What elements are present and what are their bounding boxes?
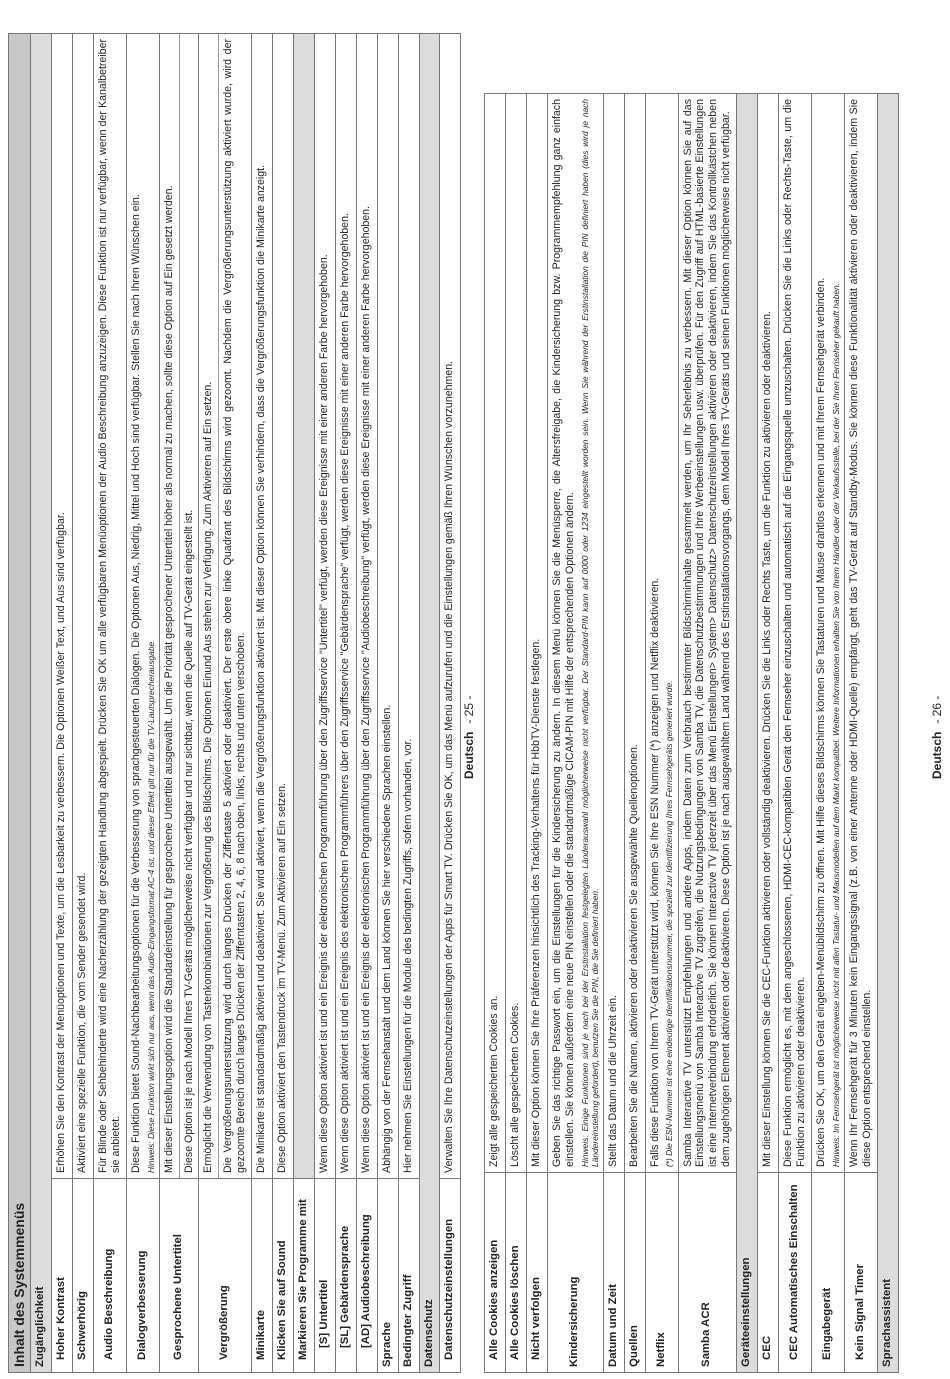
table-row — [485, 94, 506, 1373]
row-label: Vergrößerung — [199, 1179, 252, 1373]
row-text: Erhöhen Sie den Kontrast der Menüoptionen und Texte, um die Lesbarkeit zu verbessern. Die Optionen Weißer Text, und Aus sind verfügbar. — [51, 34, 72, 1179]
table-row — [377, 34, 398, 1373]
table-row — [624, 94, 645, 1373]
row-text: Für Blinde oder Sehbehinderte wird eine Nacherzählung der gezeigten Handlung abgespielt. Drücken Sie OK um alle verfügbaren Menüoptionen der Audio Beschreibung anzuzeigen. Diese Funktion ist nur verfügbar, wenn der Kanalbetreiber sie anbietet. — [93, 34, 126, 1179]
row-text: Diese Funktion bietet Sound-Nachbearbeitungsoptionen für die Verbesserung von sprachgesteuerten Dialogen. Die Optionen Aus, Niedrig, Mittel und Hoch sind verfügbar. Stellen Sie nach Ihren Wünschen ein. — [129, 194, 142, 1173]
row-label: Audio Beschreibung — [93, 1179, 126, 1373]
row-hint: (*) Die ESN-Nummer ist eine eindeutige Identifikationsnummer, die speziell zur Identifizierung Ihres Fernsehgeräts generiert wurde. — [664, 680, 675, 1167]
row-text-2: Die Vergrößerungsunterstützung wird durch langes Drücken der Ziffertaste 5 aktiviert oder deaktiviert. Der erste obere linke Quadrant des Bildschirms wird gezoomt. Nachdem die Vergrößerungsunterstützung aktiviert wurde, wird der gezoomte Bereich durch langes Drücken der Zifferntasten 2, 4, 6, 8 nach oben, links, rechts und unten verschoben. — [218, 34, 248, 1178]
row-text: Wenn Ihr Fernsehgerät für 3 Minuten kein Eingangssignal (z.B. von einer Antenne oder HDMI-Quelle) empfängt, geht das TV-Gerät auf Standby-Modus. Sie können diese Funktionalität aktivieren oder deaktivieren, indem Sie diese Option entsprechend einstellen. — [844, 94, 877, 1173]
page-number: - 26 - — [930, 695, 944, 724]
row-text: Bearbeiten Sie die Namen, aktivieren oder deaktivieren Sie ausgewählte Quellenoptionen. — [624, 94, 645, 1173]
row-label: Minikarte — [252, 1179, 273, 1373]
row-text: Die Minikarte ist standardmäßig aktiviert und deaktiviert. Sie wird aktiviert, wenn die Vergrößerungsfunktion aktiviert ist. Mit dieser Option können Sie verhindern, dass die Vergrößerungsfunktion die Minikarte anzeigt. — [252, 34, 273, 1179]
row-cell — [811, 94, 844, 1173]
row-text: Diese Option aktiviert den Tastendruck im TV-Menü. Zum Aktivieren auf Ein setzen. — [273, 34, 294, 1179]
table-row — [294, 34, 315, 1373]
row-text: Geben Sie das richtige Passwort ein, um die Einstellungen für die Kindersicherung zu ändern. In diesem Menü können Sie die Menüsperre, die Altersfreigabe, die Kindersicherung bzw. Programmempfehlung ganz einfach einstellen. Sie können außerdem eine neue PIN einstellen oder die standardmäßige CICAM-PIN mit Hilfe der entsprechenden Optionen ändern. — [550, 99, 576, 1167]
table-row — [526, 94, 547, 1373]
row-text: Wenn diese Option aktiviert ist und ein Ereignis der elektronischen Programmführung über den Zugriffsservice "Audiobeschreibung" verfügt, werden diese Ereignisse mit einer anderen Farbe hervorgehoben. — [356, 34, 377, 1179]
table-row — [678, 94, 737, 1373]
page-25 — [6, 0, 476, 1379]
table-row — [505, 94, 526, 1373]
system-menu-table-left — [8, 33, 461, 1373]
row-label: Gesprochene Untertitel — [159, 1179, 199, 1373]
page-footer — [462, 696, 476, 779]
row-label: Nicht verfolgen — [526, 1173, 547, 1373]
table-row — [126, 34, 159, 1373]
table-row — [93, 34, 126, 1373]
row-text: Löscht alle gespeicherten Cookies. — [505, 94, 526, 1173]
table-row — [252, 34, 273, 1373]
row-text: Mit dieser Einstellung können Sie die CEC-Funktion aktivieren oder vollständig deaktivieren. Drücken Sie die Links oder Rechts Taste, um die Funktion zu aktivieren oder deaktivieren. — [758, 94, 779, 1173]
row-label: Kindersicherung — [547, 1173, 603, 1373]
table-row — [547, 94, 603, 1373]
table-row — [844, 94, 877, 1373]
row-text: Drücken Sie OK, um den Gerät eingeben-Menübildschirm zu öffnen. Mit Hilfe dieses Bildschirms können Sie Tastaturen und Mäuse drahtlos erkennen und mit Ihrem Fernsehgerät verbinden. — [814, 277, 827, 1167]
row-cell — [645, 94, 678, 1173]
table-row — [779, 94, 812, 1373]
row-label: Markieren Sie Programme mit — [294, 1179, 315, 1373]
row-label: CEC — [758, 1173, 779, 1373]
row-text: Hier nehmen Sie Einstellungen für die Module des bedingten Zugriffs, sofern vorhanden, vor. — [398, 34, 419, 1179]
row-cell — [159, 34, 199, 1179]
row-text: Aktiviert eine spezielle Funktion, die vom Sender gesendet wird. — [72, 34, 93, 1179]
row-label: Eingabegerät — [811, 1173, 844, 1373]
row-hint: Hinweis: Einige Funktionen sind je nach bei der Erstinstallation festgelegten Länderauswahl möglicherweise nicht verfügbar. Der Standard-PIN kann auf 0000 oder 1234 eingestellt worden sein. Wenn Sie während der Erstinstallation die PIN definiert haben (dies wird je nach Ländereinstellung gefordert), benutzen Sie die PIN, die Sie definiert haben. — [579, 99, 600, 1167]
row-hint: Hinweis: Im Fernsehgerät ist möglicherweise nicht mit allen Tastatur- und Mausmodellen auf dem Markt kompatibel. Weitere Informationen erhalten Sie von Ihrem Händler oder der Verkaufsstelle, bei der Sie Ihren Fernseher gekauft haben. — [830, 282, 841, 1167]
section-voice-assistant: Sprachassistent — [877, 94, 898, 1373]
table-row — [273, 34, 294, 1373]
row-text: Wenn diese Option aktiviert ist und ein Ereignis der elektronischen Programmführung über den Zugriffsservice "Untertitel" verfügt, werden diese Ereignisse mit einer anderen Farbe hervorgehoben. — [314, 34, 335, 1179]
table-row — [72, 34, 93, 1373]
row-text: Samba Interactive TV unterstützt Empfehlungen und andere Apps, indem Daten zum Verbrauch bestimmter Bildschirminhalte gesammelt werden, um Ihr Seherlebnis zu verbessern. Mit dieser Option können Sie auf das Einstellungsmenü von Samba Interactive TV zugreifen, die Nutzungsbedingungen von Samba TV, die Datenschutzbestimmungen und Ihre Werbeeinstellungen usw. überprüfen. Für den Zugriff auf HTML-basierte Einstellungen ist eine Internetverbindung erforderlich. Sie können Interactive TV jederzeit über das Menü Einstellungen> System> Datenschutz> Datenschutzeinstellungen aktivieren oder deaktivieren, indem Sie das Kontrollkästchen neben dem zugehörigen Element aktivieren oder deaktivieren. Diese Option ist je nach ausgewähltem Land während des Erstinstallationsvorgangs, dem Modell Ihres TV-Geräts und seinen Funktionen möglicherweise nicht verfügbar. — [678, 94, 737, 1173]
table-row — [758, 94, 779, 1373]
row-label: Kein Signal Timer — [844, 1173, 877, 1373]
row-label: [S] Untertitel — [314, 1179, 335, 1373]
section-privacy: Datenschutz — [419, 34, 440, 1373]
row-text: Zeigt alle gespeicherten Cookies an. — [485, 94, 506, 1173]
page-number: - 25 - — [462, 695, 476, 724]
table-row — [314, 34, 335, 1373]
table-row — [603, 94, 624, 1373]
row-label: Alle Cookies löschen — [505, 1173, 526, 1373]
footer-language: Deutsch — [462, 731, 476, 779]
page-26 — [482, 0, 944, 1379]
table-row — [645, 94, 678, 1373]
row-text: Wenn diese Option aktiviert ist und ein Ereignis des elektronischen Programmführers über den Zugriffsservice "Gebärdensprache" verfügt, werden diese Ereignisse mit einer anderen Farbe hervorgehoben. — [335, 34, 356, 1179]
row-label: Klicken Sie auf Sound — [273, 1179, 294, 1373]
system-menu-table-right — [484, 93, 899, 1373]
row-cell — [199, 34, 252, 1179]
row-text: Stellt das Datum und die Uhrzeit ein. — [603, 94, 624, 1173]
row-empty — [294, 34, 315, 1179]
row-cell — [126, 34, 159, 1179]
table-title: Inhalt des Systemmenüs — [9, 34, 31, 1373]
row-label: Dialogverbesserung — [126, 1179, 159, 1373]
row-text: Mit dieser Option können Sie Ihre Präferenzen hinsichtlich des Tracking-Verhaltens für HbbTV-Dienste festlegen. — [526, 94, 547, 1173]
row-text: Falls diese Funktion von Ihrem TV-Gerät unterstützt wird, können Sie Ihre ESN Nummer (*) anzeigen und Netflix deaktivieren. — [648, 577, 661, 1167]
row-label: [SL] Gebärdensprache — [335, 1179, 356, 1373]
table-row — [159, 34, 199, 1373]
row-label: Schwerhörig — [72, 1179, 93, 1373]
section-accessibility: Zugänglichkeit — [31, 34, 52, 1373]
footer-language: Deutsch — [930, 731, 944, 779]
row-label: Datenschutzeinstellungen — [440, 1179, 461, 1373]
table-row — [199, 34, 252, 1373]
row-label: CEC Automatisches Einschalten — [779, 1173, 812, 1373]
row-label: Datum und Zeit — [603, 1173, 624, 1373]
row-label: Alle Cookies anzeigen — [485, 1173, 506, 1373]
row-label: Hoher Kontrast — [51, 1179, 72, 1373]
row-label: Sprache — [377, 1179, 398, 1373]
page-footer — [930, 696, 944, 779]
row-label: Netflix — [645, 1173, 678, 1373]
row-text: Abhängig von der Fernsehanstalt und dem Land können Sie hier verschiedene Sprachen einstellen. — [377, 34, 398, 1179]
row-hint: Hinweis: Diese Funktion wirkt sich nur aus, wenn das Audio-Eingangsformat AC-4 ist, und dieser Effekt gilt nur für die TV-Lautsprecherausgabe. — [145, 639, 156, 1173]
row-text-2: Diese Option ist je nach Modell Ihres TV-Geräts möglicherweise nicht verfügbar und nur sichtbar, wenn die Quelle auf TV-Gerät eingestellt ist. — [179, 34, 196, 1178]
row-text: Diese Funktion ermöglicht es, mit dem angeschlossenen, HDMI-CEC-kompatiblen Gerät den Fernseher einzuschalten und automatisch auf die Eingangsquelle umzuschalten. Drücken Sie die Links oder Rechts-Taste, um die Funktion zu aktivieren oder deaktivieren. — [779, 94, 812, 1173]
row-text: Ermöglicht die Verwendung von Tastenkombinationen zur Vergrößerung des Bildschirms. Die Optionen Einund Aus stehen zur Verfügung. Zum Aktivieren auf Ein setzen. — [202, 381, 215, 1173]
table-row — [51, 34, 72, 1373]
row-text: Mit dieser Einstellungsoption wird die Standardeinstellung für gesprochene Untertitel ausgewählt. Um die Priorität gesprochener Untertitel höher als normal zu machen, sollte diese Option auf Ein gesetzt werden. — [162, 185, 175, 1173]
row-label: [AD] Audiobeschreibung — [356, 1179, 377, 1373]
table-row — [811, 94, 844, 1373]
table-row — [335, 34, 356, 1373]
row-cell — [547, 94, 603, 1173]
row-text: Verwalten Sie Ihre Datenschutzeinstellungen der Apps für Smart TV. Drücken Sie OK, um das Menü aufzurufen und die Einstellungen gemäß Ihren Wünschen vorzunehmen. — [440, 34, 461, 1179]
table-row — [440, 34, 461, 1373]
row-label: Samba ACR — [678, 1173, 737, 1373]
table-row — [356, 34, 377, 1373]
table-row — [398, 34, 419, 1373]
row-label: Quellen — [624, 1173, 645, 1373]
section-device-settings: Geräteeinstellungen — [737, 94, 758, 1373]
row-label: Bedingter Zugriff — [398, 1179, 419, 1373]
